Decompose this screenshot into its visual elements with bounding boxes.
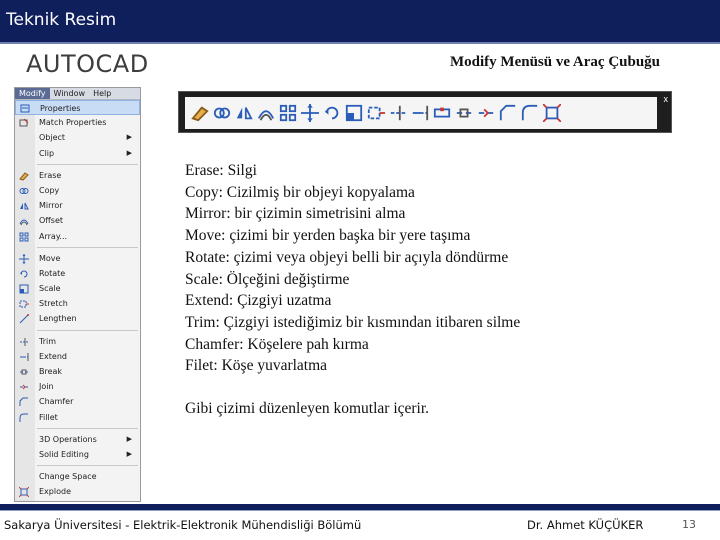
menu-item-match-properties[interactable] <box>15 115 140 130</box>
menu-item-change-space[interactable] <box>15 469 140 484</box>
menu-item-lengthen[interactable] <box>15 311 140 326</box>
menu-item-label: Copy <box>39 185 60 195</box>
menu-item-solid-editing[interactable] <box>15 447 140 462</box>
toolbar-scale-icon[interactable] <box>345 104 363 122</box>
menu-item-label: Chamfer <box>39 397 74 407</box>
fillet-icon <box>19 413 29 422</box>
slide-subtitle-left: AUTOCAD <box>26 50 149 78</box>
toolbar-extend-icon[interactable] <box>411 104 429 122</box>
toolbar-fillet-icon[interactable] <box>521 104 539 122</box>
description-line: Move: çizimi bir yerden başka bir yere taşıma <box>185 227 471 245</box>
menu-separator <box>15 462 140 469</box>
menu-separator <box>15 327 140 334</box>
command-descriptions <box>185 160 520 420</box>
menu-item-label: Break <box>39 367 63 376</box>
menu-item-label: Lengthen <box>39 314 77 324</box>
menu-item-trim[interactable] <box>15 334 140 349</box>
menu-item-erase[interactable] <box>15 168 140 183</box>
menu-item-label: Fillet <box>39 412 58 422</box>
offset-icon <box>19 216 29 225</box>
menu-item-label: Mirror <box>39 201 63 211</box>
footer-institution: Sakarya Üniversitesi - Elektrik-Elektronik Mühendisliği Bölümü <box>4 518 362 532</box>
match-properties-icon <box>19 118 29 127</box>
description-line: Copy: Cizilmiş bir objeyi kopyalama <box>185 183 415 201</box>
menu-item-extend[interactable] <box>15 349 140 364</box>
toolbar-offset-icon[interactable] <box>257 104 275 122</box>
menu-item-break[interactable] <box>15 364 140 379</box>
menu-item-label: Scale <box>39 284 61 294</box>
toolbar-mirror-icon[interactable] <box>235 104 253 122</box>
menu-item-label: Rotate <box>39 268 66 278</box>
toolbar-join-icon[interactable] <box>477 104 495 122</box>
menu-item-move[interactable] <box>15 251 140 266</box>
header-title: Teknik Resim <box>6 10 117 30</box>
menu-separator <box>15 161 140 168</box>
menu-item-label: Move <box>39 253 61 263</box>
toolbar-move-icon[interactable] <box>301 104 319 122</box>
menu-item-3d-operations[interactable] <box>15 432 140 447</box>
menu-bar-window[interactable]: Window <box>53 89 86 98</box>
menu-item-label: Offset <box>39 216 64 226</box>
footer-divider <box>0 510 720 511</box>
menu-bar <box>15 88 140 100</box>
modify-menu <box>14 87 141 502</box>
submenu-arrow-icon: ▶ <box>126 133 132 142</box>
menu-item-label: Properties <box>40 104 81 113</box>
closing-sentence: Gibi çizimi düzenleyen komutlar içerir. <box>185 400 430 418</box>
menu-item-label: Change Space <box>39 472 97 482</box>
page-number: 13 <box>682 518 696 531</box>
rotate-icon <box>19 269 29 278</box>
menu-separator <box>15 425 140 432</box>
mirror-icon <box>19 201 29 210</box>
join-icon <box>19 382 29 391</box>
move-icon <box>19 254 29 263</box>
menu-item-mirror[interactable] <box>15 198 140 213</box>
toolbar-erase-icon[interactable] <box>191 104 209 122</box>
menu-item-array[interactable] <box>15 229 140 244</box>
lengthen-icon <box>19 314 29 323</box>
menu-item-stretch[interactable] <box>15 296 140 311</box>
menu-item-object[interactable] <box>15 130 140 145</box>
menu-item-label: Erase <box>39 170 62 180</box>
modify-toolbar <box>178 91 672 133</box>
toolbar-stretch-icon[interactable] <box>367 104 385 122</box>
menu-item-label: Trim <box>39 336 57 346</box>
menu-item-label: Join <box>39 382 54 392</box>
menu-item-label: Object <box>39 133 66 143</box>
chamfer-icon <box>19 397 29 406</box>
toolbar-break-icon[interactable] <box>455 104 473 122</box>
menu-item-clip[interactable] <box>15 146 140 161</box>
trim-icon <box>19 337 29 346</box>
menu-item-fillet[interactable] <box>15 410 140 425</box>
extend-icon <box>19 352 29 361</box>
menu-item-label: 3D Operations <box>39 434 97 444</box>
header-divider <box>0 42 720 44</box>
slide-subtitle-right: Modify Menüsü ve Araç Çubuğu <box>450 54 661 70</box>
array-icon <box>19 232 29 241</box>
description-line: Chamfer: Köşelere pah kırma <box>185 335 369 353</box>
description-line: Mirror: bir çizimin simetrisini alma <box>185 205 406 223</box>
toolbar-chamfer-icon[interactable] <box>499 104 517 122</box>
properties-icon <box>20 104 30 113</box>
menu-item-label: Match Properties <box>39 118 107 128</box>
menu-items <box>15 100 140 500</box>
toolbar-array-icon[interactable] <box>279 104 297 122</box>
menu-item-rotate[interactable] <box>15 266 140 281</box>
menu-item-label: Array... <box>39 231 68 241</box>
description-line: Extend: Çizgiyi uzatma <box>185 292 332 310</box>
toolbar-break-at-point-icon[interactable] <box>433 104 451 122</box>
menu-item-label: Solid Editing <box>39 449 89 459</box>
submenu-arrow-icon: ▶ <box>126 434 132 443</box>
menu-bar-help[interactable]: Help <box>93 89 112 98</box>
toolbar-explode-icon[interactable] <box>543 104 561 122</box>
menu-item-label: Extend <box>39 351 67 361</box>
description-line: Trim: Çizgiyi istediğimiz bir kısmından itibaren silme <box>185 313 521 331</box>
menu-item-offset[interactable] <box>15 213 140 228</box>
toolbar-trim-icon[interactable] <box>389 104 407 122</box>
menu-item-scale[interactable] <box>15 281 140 296</box>
header-bar <box>0 0 720 42</box>
scale-icon <box>19 284 29 293</box>
menu-item-properties[interactable] <box>15 100 140 115</box>
stretch-icon <box>19 299 29 308</box>
menu-item-chamfer[interactable] <box>15 394 140 409</box>
description-line: Erase: Silgi <box>185 162 257 179</box>
toolbar-copy-icon[interactable] <box>213 104 231 122</box>
copy-icon <box>19 186 29 195</box>
menu-item-label: Clip <box>39 148 55 158</box>
break-icon <box>19 367 29 376</box>
erase-icon <box>19 171 29 180</box>
menu-bar-modify[interactable]: Modify <box>15 88 50 99</box>
submenu-arrow-icon: ▶ <box>126 148 132 157</box>
description-line: Filet: Köşe yuvarlatma <box>185 357 328 375</box>
toolbar-buttons <box>185 97 657 129</box>
description-line: Scale: Ölçeğini değiştirme <box>185 270 350 288</box>
menu-item-copy[interactable] <box>15 183 140 198</box>
menu-item-explode[interactable] <box>15 484 140 499</box>
toolbar-close-icon[interactable]: x <box>663 94 668 104</box>
footer-author: Dr. Ahmet KÜÇÜKER <box>527 518 644 532</box>
submenu-arrow-icon: ▶ <box>126 449 132 458</box>
menu-item-label: Explode <box>39 487 71 497</box>
explode-icon <box>19 487 29 496</box>
toolbar-rotate-icon[interactable] <box>323 104 341 122</box>
menu-separator <box>15 244 140 251</box>
menu-item-join[interactable] <box>15 379 140 394</box>
menu-item-label: Stretch <box>39 299 68 309</box>
description-line: Rotate: çizimi veya objeyi belli bir açıyla döndürme <box>185 248 509 266</box>
